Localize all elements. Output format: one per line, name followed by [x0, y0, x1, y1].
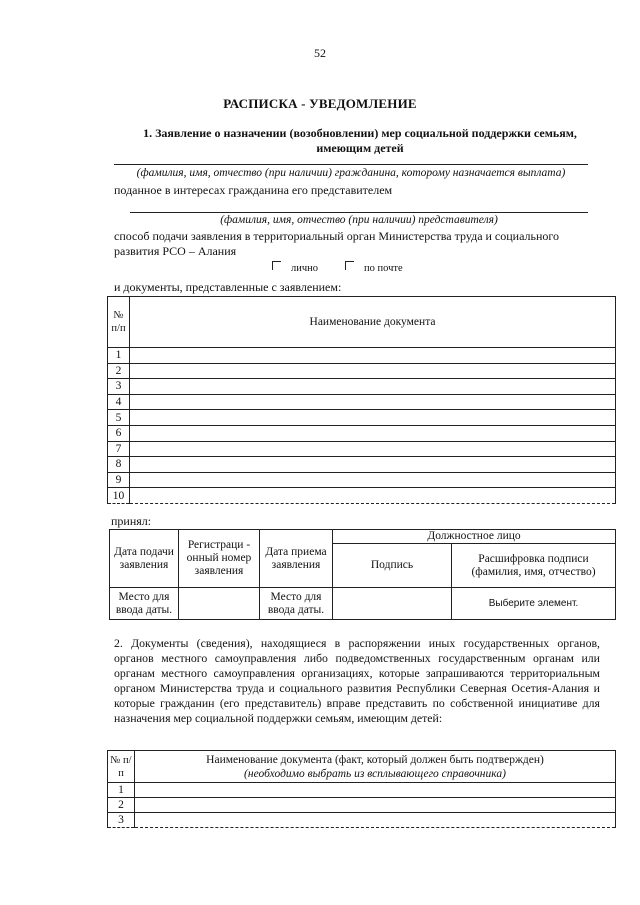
date-submit-field[interactable]: Место для ввода даты.: [110, 588, 179, 620]
table-row-num: 10: [108, 488, 130, 504]
checkbox-icon[interactable]: [345, 261, 354, 270]
documents-intro: и документы, представленные с заявлением:: [114, 280, 342, 294]
header-reg-number: Регистраци - онный номер заявления: [179, 530, 260, 588]
col-header-name-text: Наименование документа (факт, который должен быть подтвержден): [206, 753, 544, 766]
table-row-cell[interactable]: [130, 472, 616, 488]
header-official: Должностное лицо: [333, 530, 616, 544]
table-row-cell[interactable]: [130, 410, 616, 426]
col-header-num: № п/п: [108, 297, 130, 348]
col-header-name: Наименование документа: [130, 297, 616, 348]
col-header-name: [135, 751, 616, 783]
acceptance-table: [109, 529, 616, 620]
table-row-cell[interactable]: [135, 783, 616, 798]
table-row-num: 3: [108, 379, 130, 395]
decoding-select[interactable]: Выберите элемент.: [452, 588, 616, 620]
table-row-cell[interactable]: [130, 363, 616, 379]
option-in-person-label: лично: [291, 263, 319, 274]
header-decoding: Расшифровка подписи (фамилия, имя, отчество): [452, 544, 616, 588]
table-row-num: 8: [108, 457, 130, 473]
page-title: РАСПИСКА - УВЕДОМЛЕНИЕ: [223, 96, 417, 111]
representative-name-line[interactable]: [130, 212, 588, 213]
table-row-num: 1: [108, 783, 135, 798]
representative-text: поданное в интересах гражданина его представителем: [114, 183, 393, 197]
table-row-cell[interactable]: [130, 488, 616, 504]
table-row-num: 2: [108, 798, 135, 813]
table-row-num: 7: [108, 441, 130, 457]
representative-hint: (фамилия, имя, отчество (при наличии) представителя): [220, 214, 498, 226]
table-row-cell[interactable]: [130, 394, 616, 410]
col-header-name-hint: (необходимо выбрать из всплывающего справочника): [244, 767, 506, 780]
table-row-num: 4: [108, 394, 130, 410]
table-row-num: 2: [108, 363, 130, 379]
documents-table: [107, 296, 616, 504]
header-signature: Подпись: [333, 544, 452, 588]
option-by-mail[interactable]: [345, 261, 403, 274]
page-number: 52: [314, 46, 326, 60]
date-received-field[interactable]: Место для ввода даты.: [260, 588, 333, 620]
table-row-cell[interactable]: [130, 348, 616, 364]
table-row-num: 6: [108, 425, 130, 441]
table-row-cell[interactable]: [130, 457, 616, 473]
option-in-person[interactable]: [272, 261, 318, 274]
reg-number-field[interactable]: [179, 588, 260, 620]
table-row-cell[interactable]: [135, 813, 616, 828]
checkbox-icon[interactable]: [272, 261, 281, 270]
table-row-num: 3: [108, 813, 135, 828]
table-row-num: 1: [108, 348, 130, 364]
applicant-hint: (фамилия, имя, отчество (при наличии) гражданина, которому назначается выплата): [136, 167, 566, 179]
accepted-label: принял:: [111, 514, 152, 528]
col-header-num: № п/п: [108, 751, 135, 783]
table-row-cell[interactable]: [130, 379, 616, 395]
header-date-received: Дата приема заявления: [260, 530, 333, 588]
table-row-num: 9: [108, 472, 130, 488]
table-row-num: 5: [108, 410, 130, 426]
option-by-mail-label: по почте: [364, 263, 403, 274]
table-row-cell[interactable]: [135, 798, 616, 813]
requested-documents-table: [107, 750, 616, 828]
table-row-cell[interactable]: [130, 425, 616, 441]
header-date-submit: Дата подачи заявления: [110, 530, 179, 588]
table-row-cell[interactable]: [130, 441, 616, 457]
section2-text: 2. Документы (сведения), находящиеся в распоряжении иных государственных органов, органов местного самоуправления либо подведомственных государственным органам или органам местного самоуправления организациях, которые запрашиваются территориальным органом Министерства труда и социального развития Республики Северная Осетия-Алания и которые гражданин (его представитель) вправе представить по собственной инициативе для назначения мер социальной поддержки семьям, имеющим детей:: [114, 636, 600, 726]
method-text: способ подачи заявления в территориальный орган Министерства труда и социального развития РСО – Алания: [114, 229, 560, 258]
signature-field[interactable]: [333, 588, 452, 620]
applicant-name-line[interactable]: [114, 164, 588, 165]
section1-heading: 1. Заявление о назначении (возобновлении) мер социальной поддержки семьям, имеющим детей: [143, 126, 577, 155]
